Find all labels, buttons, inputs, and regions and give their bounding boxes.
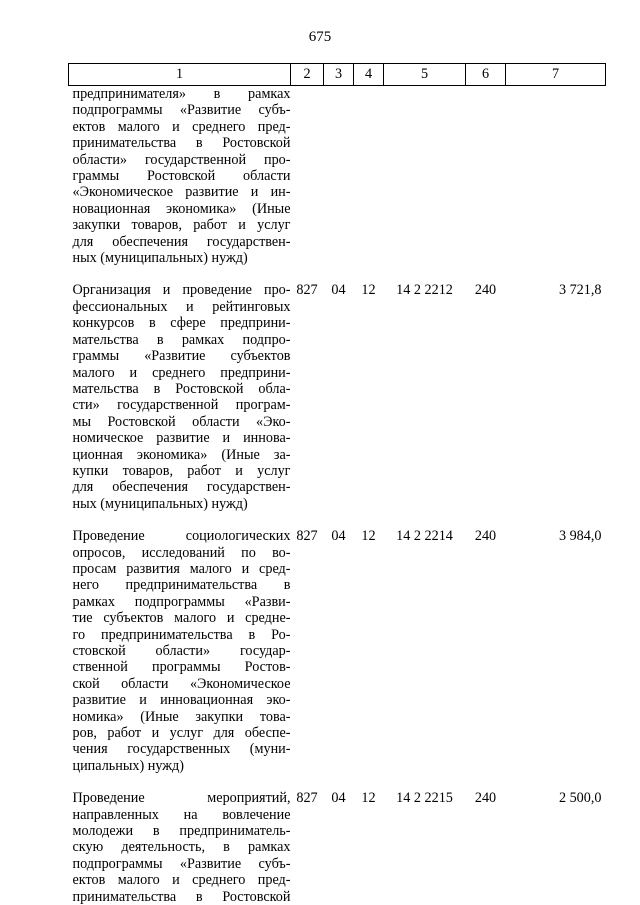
description-line: ционная экономика» (Иные за- xyxy=(72,446,291,463)
ministry-code: 827 xyxy=(296,282,318,299)
description-line: для обеспечения государствен- xyxy=(72,479,291,496)
column-header-6: 6 xyxy=(466,64,506,86)
expense-type-code: 240 xyxy=(474,528,497,545)
row-description xyxy=(69,528,291,774)
table-body xyxy=(69,86,606,905)
target-article-code xyxy=(384,86,466,267)
column-header-7: 7 xyxy=(506,64,606,86)
amount xyxy=(506,86,606,267)
description-line: мательства в рамках подпро- xyxy=(72,331,291,348)
description-line: номика» (Иные закупки това- xyxy=(72,708,291,725)
amount: 3 984,0 xyxy=(558,528,602,545)
target-article-code: 14 2 2215 xyxy=(396,790,453,807)
description-line: ектов малого и среднего пред- xyxy=(72,872,291,889)
description-line: ектов малого и среднего пред- xyxy=(72,118,291,135)
section-code: 04 xyxy=(331,790,346,807)
description-line: принимательства в Ростовской xyxy=(72,135,291,152)
table-row xyxy=(69,790,606,905)
column-header-2: 2 xyxy=(291,64,324,86)
section-code: 04 xyxy=(331,282,346,299)
description-line: опросов, исследований по во- xyxy=(72,544,291,561)
column-header-3: 3 xyxy=(324,64,354,86)
row-spacer xyxy=(69,512,606,528)
column-header-4: 4 xyxy=(354,64,384,86)
table-row xyxy=(69,86,606,267)
description-line: «Экономическое развитие и ин- xyxy=(72,184,291,201)
description-line: ципальных) нужд) xyxy=(72,757,184,774)
description-line: новационная экономика» (Иные xyxy=(72,200,291,217)
description-line: граммы «Развитие субъектов xyxy=(72,348,291,365)
description-line: закупки товаров, работ и услуг xyxy=(72,217,291,234)
row-description xyxy=(69,86,291,267)
description-line: ственной программы Ростов- xyxy=(72,659,291,676)
description-line: стовской области» государ- xyxy=(72,643,291,659)
expense-type-code: 240 xyxy=(474,282,497,299)
description-line: ных (муниципальных) нужд) xyxy=(72,250,248,267)
description-line: Проведение социологических xyxy=(72,528,291,545)
page-number: 675 xyxy=(308,29,332,45)
description-line: для обеспечения государствен- xyxy=(72,233,291,250)
target-article-code: 14 2 2214 xyxy=(396,528,453,545)
description-line: предпринимателя» в рамках xyxy=(72,86,291,102)
description-line: рамках подпрограммы «Разви- xyxy=(72,593,291,610)
row-spacer xyxy=(69,774,606,790)
budget-table xyxy=(68,63,606,905)
subsection-code: 12 xyxy=(361,282,376,299)
description-line: подпрограммы «Развитие субъ- xyxy=(72,102,291,119)
description-line: молодежи в предприниматель- xyxy=(72,823,291,840)
amount: 3 721,8 xyxy=(558,282,602,299)
description-line: него предпринимательства в xyxy=(72,577,291,594)
description-line: ров, работ и услуг для обеспе- xyxy=(72,725,291,742)
description-line: ных (муниципальных) нужд) xyxy=(72,495,248,512)
description-line: го предпринимательства в Ро- xyxy=(72,626,291,643)
description-line: сти» государственной програм- xyxy=(72,397,291,414)
description-line: скую деятельность, в рамках xyxy=(72,839,291,856)
description-line: принимательства в Ростовской xyxy=(72,888,291,905)
row-spacer xyxy=(69,266,606,282)
description-line: мы Ростовской области «Эко- xyxy=(72,413,291,430)
description-line: подпрограммы «Развитие субъ- xyxy=(72,855,291,872)
column-header-1: 1 xyxy=(69,64,291,86)
description-line: ской области «Экономическое xyxy=(72,675,291,692)
row-description xyxy=(69,790,291,905)
description-line: граммы Ростовской области xyxy=(72,168,291,185)
expense-type-code: 240 xyxy=(474,790,497,807)
subsection-code: 12 xyxy=(361,790,376,807)
description-line: Организация и проведение про- xyxy=(72,282,291,299)
amount: 2 500,0 xyxy=(558,790,602,807)
description-line: купки товаров, работ и услуг xyxy=(72,462,291,479)
description-line: малого и среднего предприни- xyxy=(72,364,291,381)
description-line: тие субъектов малого и средне- xyxy=(72,610,291,627)
description-line: области» государственной про- xyxy=(72,151,291,168)
ministry-code: 827 xyxy=(296,528,318,545)
description-line: просам развития малого и сред- xyxy=(72,560,291,577)
table-row xyxy=(69,528,606,774)
description-line: фессиональных и рейтинговых xyxy=(72,298,291,315)
ministry-code xyxy=(291,86,324,267)
description-line: конкурсов в сфере предприни- xyxy=(72,315,291,332)
target-article-code: 14 2 2212 xyxy=(396,282,453,299)
description-line: мательства в Ростовской обла- xyxy=(72,380,291,397)
description-line: развитие и инновационная эко- xyxy=(72,692,291,709)
expense-type-code xyxy=(466,86,506,267)
ministry-code: 827 xyxy=(296,790,318,807)
subsection-code: 12 xyxy=(361,528,376,545)
column-header-5: 5 xyxy=(384,64,466,86)
section-code: 04 xyxy=(331,528,346,545)
row-description xyxy=(69,282,291,512)
header-row xyxy=(69,64,606,86)
description-line: чения государственных (муни- xyxy=(72,741,291,758)
section-code xyxy=(324,86,354,267)
table-row xyxy=(69,282,606,512)
description-line: номическое развитие и иннова- xyxy=(72,430,291,447)
description-line: Проведение мероприятий, xyxy=(72,790,291,807)
subsection-code xyxy=(354,86,384,267)
description-line: направленных на вовлечение xyxy=(72,806,291,823)
